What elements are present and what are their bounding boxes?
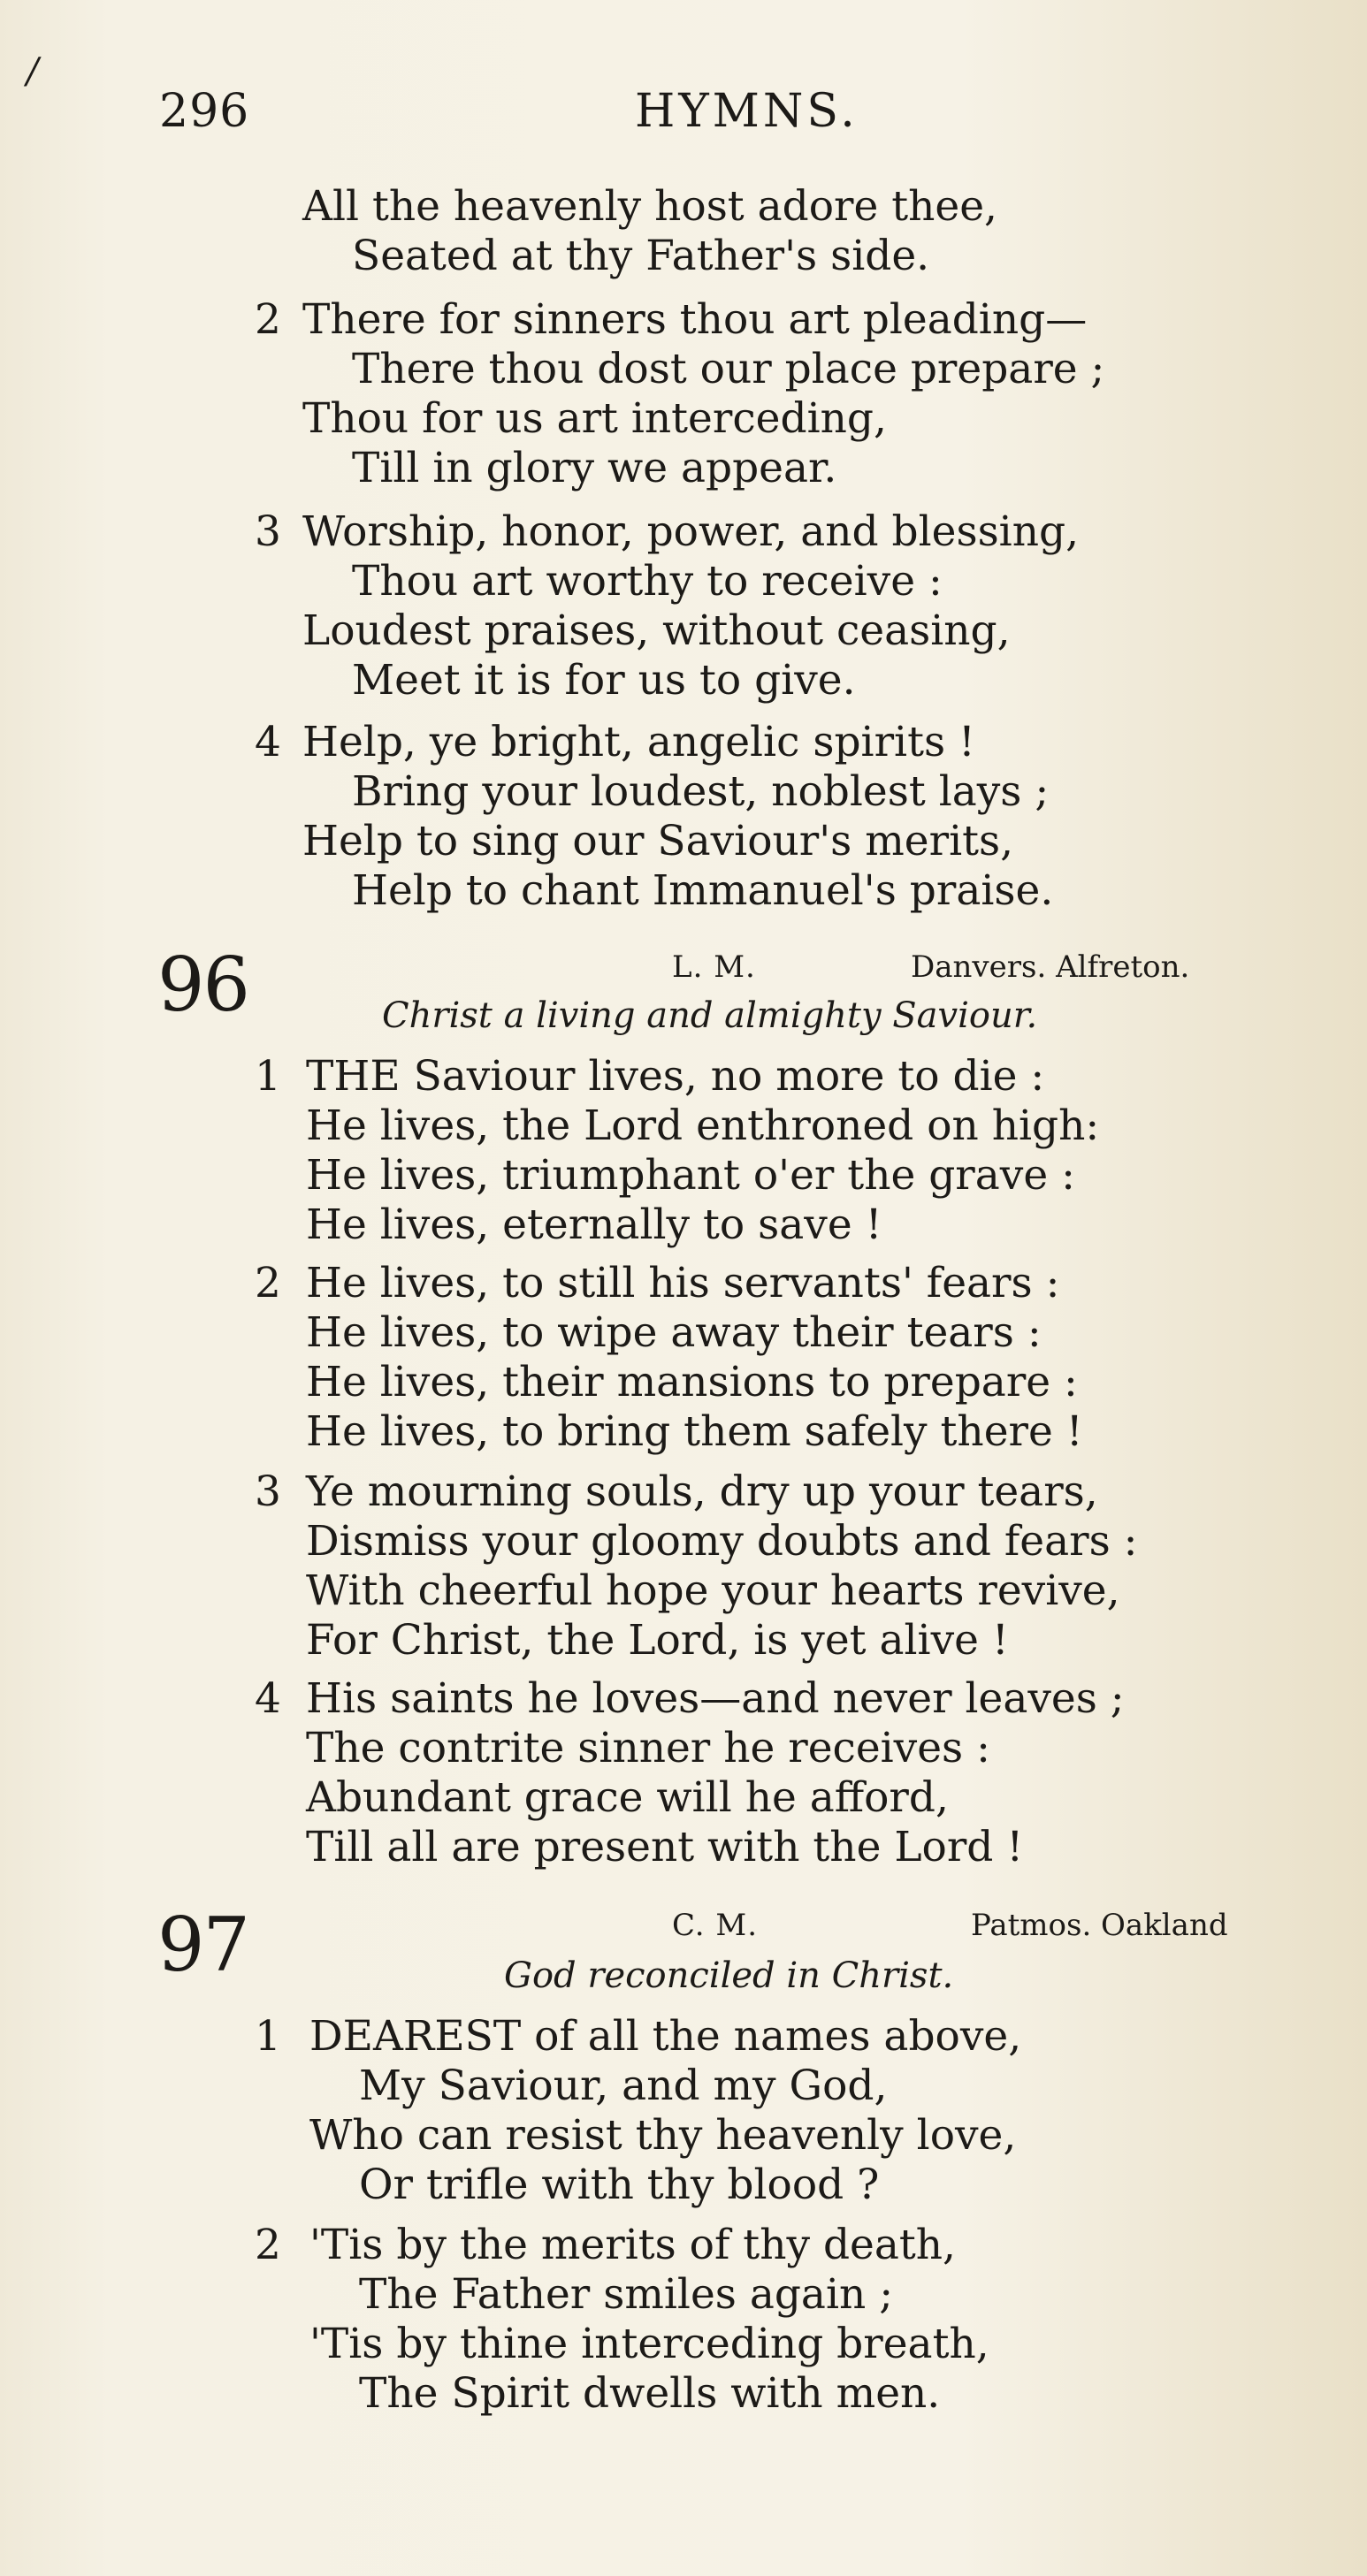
verse-line: DEAREST of all the names above, — [309, 2012, 1022, 2061]
stanza-number: 1 — [255, 1052, 281, 1101]
hymn-meter: C. M. — [672, 1908, 759, 1943]
verse-line: The Father smiles again ; — [359, 2270, 894, 2319]
verse-line: Till in glory we appear. — [352, 444, 837, 492]
verse-line: He lives, to still his servants' fears : — [306, 1259, 1060, 1307]
verse-line: Dismiss your gloomy doubts and fears : — [306, 1517, 1138, 1566]
margin-mark: / — [27, 51, 39, 92]
verse-line: He lives, triumphant o'er the grave : — [306, 1151, 1075, 1200]
stanza-number: 1 — [255, 2012, 281, 2061]
stanza-number: 4 — [255, 1674, 281, 1723]
verse-line: Or trifle with thy blood ? — [359, 2161, 880, 2209]
running-head: HYMNS. — [635, 85, 859, 138]
verse-line: Thou for us art interceding, — [302, 394, 887, 443]
verse-line: He lives, eternally to save ! — [306, 1200, 882, 1249]
verse-line: Help to chant Immanuel's praise. — [352, 866, 1054, 915]
stanza-number: 4 — [255, 718, 281, 766]
verse-line: Thou art worthy to receive : — [352, 557, 943, 606]
verse-line: Meet it is for us to give. — [352, 656, 856, 705]
hymn-number: 96 — [157, 941, 248, 1028]
verse-line: With cheerful hope your hearts revive, — [306, 1566, 1120, 1615]
verse-line: Loudest praises, without ceasing, — [302, 606, 1011, 655]
verse-line: Bring your loudest, noblest lays ; — [352, 767, 1050, 816]
tune-names: Danvers. Alfreton. — [911, 949, 1190, 985]
stanza-number: 2 — [255, 2221, 281, 2269]
hymn-title: God reconciled in Christ. — [504, 1955, 954, 1996]
tune-names: Patmos. Oakland — [971, 1908, 1228, 1943]
verse-line: 'Tis by the merits of thy death, — [309, 2221, 956, 2269]
verse-line: The Spirit dwells with men. — [359, 2369, 941, 2418]
verse-line: My Saviour, and my God, — [359, 2062, 888, 2110]
stanza-number: 2 — [255, 295, 281, 344]
verse-line: There thou dost our place prepare ; — [352, 345, 1105, 393]
verse-line: Help to sing our Saviour's merits, — [302, 817, 1014, 865]
verse-line: For Christ, the Lord, is yet alive ! — [306, 1616, 1009, 1665]
verse-line: He lives, the Lord enthroned on high: — [306, 1101, 1100, 1150]
verse-line: THE Saviour lives, no more to die : — [306, 1052, 1045, 1101]
stanza-number: 2 — [255, 1259, 281, 1307]
verse-line: He lives, their mansions to prepare : — [306, 1358, 1078, 1406]
hymn-number: 97 — [157, 1902, 248, 1988]
verse-line: His saints he loves—and never leaves ; — [306, 1674, 1125, 1723]
stanza-number: 3 — [255, 1467, 281, 1516]
hymn-meter: L. M. — [672, 949, 756, 985]
verse-line: Ye mourning souls, dry up your tears, — [306, 1467, 1098, 1516]
verse-line: There for sinners thou art pleading— — [302, 295, 1088, 344]
verse-line: Till all are present with the Lord ! — [306, 1823, 1024, 1871]
verse-line: Abundant grace will he afford, — [306, 1773, 949, 1822]
stanza-number: 3 — [255, 507, 281, 556]
verse-line: All the heavenly host adore thee, — [302, 182, 997, 231]
page-number: 296 — [159, 85, 250, 138]
verse-line: 'Tis by thine interceding breath, — [309, 2320, 989, 2368]
verse-line: Who can resist thy heavenly love, — [309, 2111, 1017, 2160]
verse-line: The contrite sinner he receives : — [306, 1724, 990, 1772]
verse-line: Worship, honor, power, and blessing, — [302, 507, 1080, 556]
verse-line: Help, ye bright, angelic spirits ! — [302, 718, 975, 766]
verse-line: He lives, to bring them safely there ! — [306, 1407, 1083, 1456]
verse-line: Seated at thy Father's side. — [352, 232, 930, 280]
verse-line: He lives, to wipe away their tears : — [306, 1308, 1042, 1357]
hymn-title: Christ a living and almighty Saviour. — [382, 995, 1038, 1036]
